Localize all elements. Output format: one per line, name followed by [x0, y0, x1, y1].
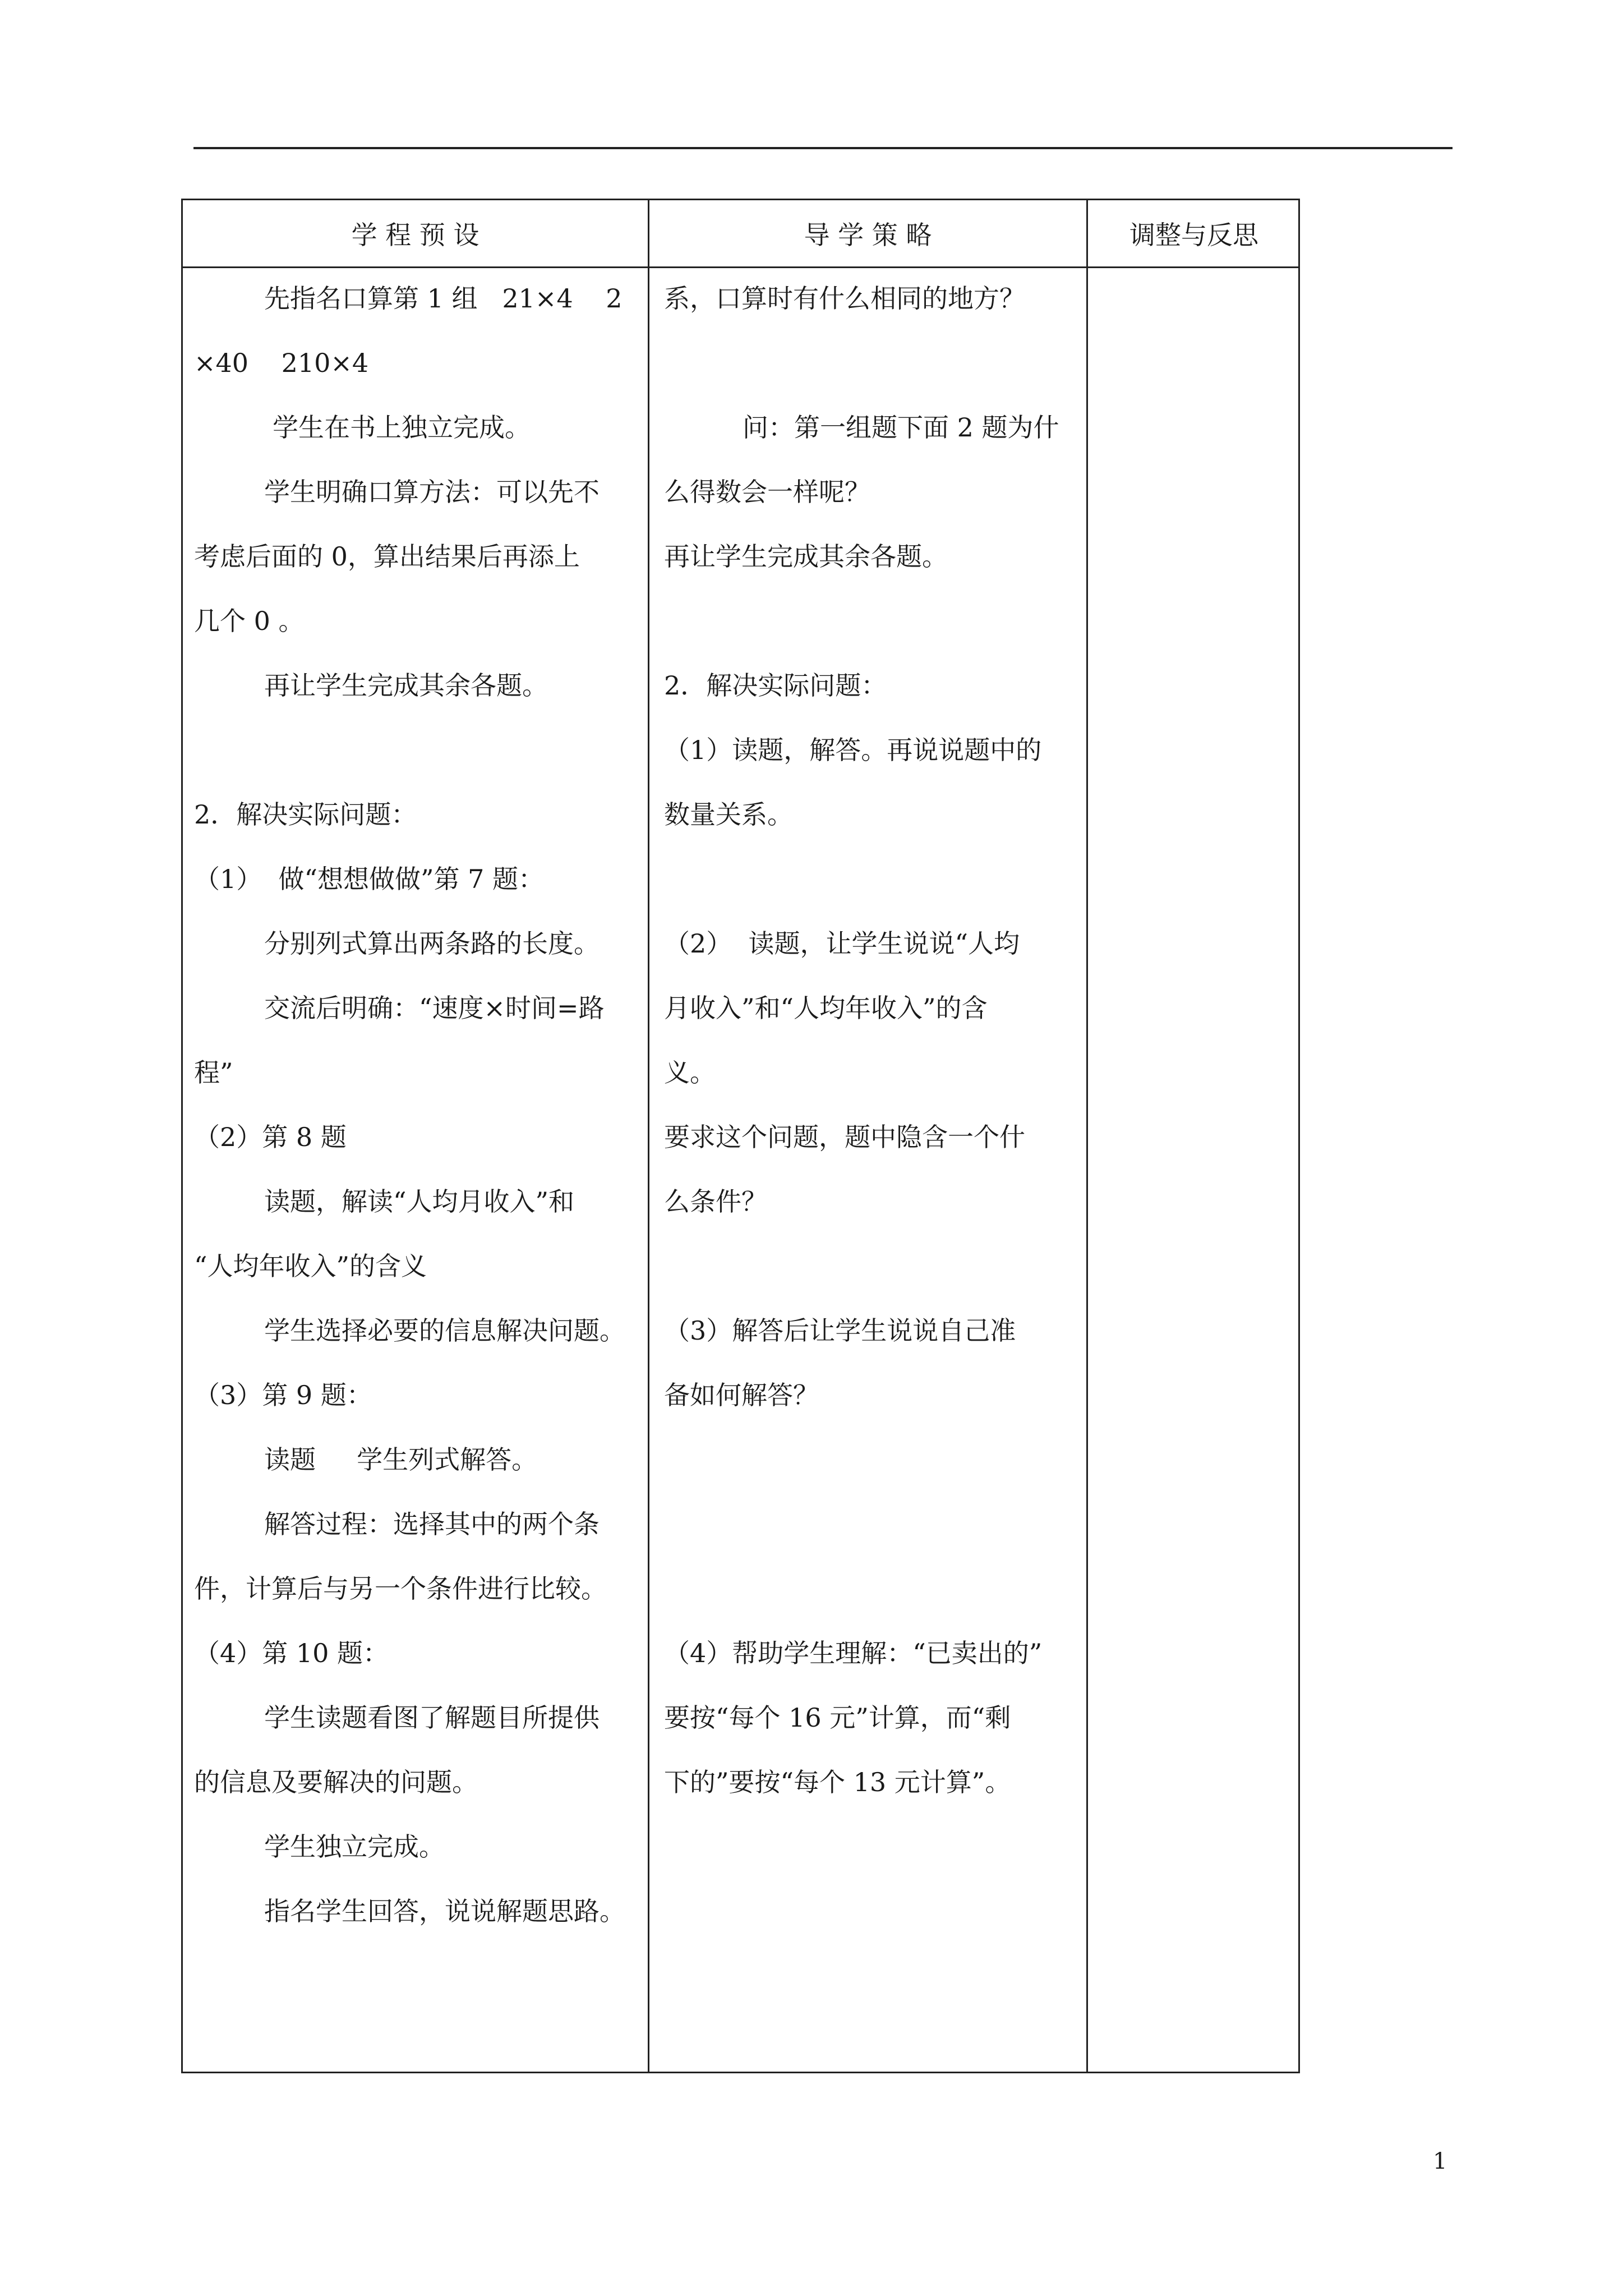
text-line: 先指名口算第 1 组 21×4 2 — [264, 283, 623, 314]
text-line: （3）第 9 题： — [194, 1380, 372, 1410]
text-line: 么得数会一样呢？ — [664, 477, 870, 507]
column-divider-2 — [1086, 200, 1088, 2072]
study-plan-column — [194, 266, 648, 1944]
text-line — [194, 718, 648, 783]
text-line — [664, 1428, 1085, 1492]
text-line: 要按“每个 16 元”计算，而“剩 — [664, 1703, 1011, 1733]
text-line: 义。 — [664, 1057, 716, 1088]
text-line: 问：第一组题下面 2 题为什 — [743, 412, 1059, 443]
text-line — [664, 1557, 1085, 1621]
text-line: 指名学生回答，说说解题思路。 — [264, 1896, 625, 1926]
text-line: （1） 做“想想做做”第 7 题： — [194, 864, 545, 894]
text-line: 学生在书上独立完成。 — [273, 412, 531, 443]
text-line: ×40 210×4 — [194, 348, 369, 378]
text-line: 读题，解读“人均月收入”和 — [264, 1186, 575, 1217]
text-line: 程” — [194, 1057, 233, 1088]
page-number: 1 — [1433, 2148, 1447, 2174]
text-line: 解答过程：选择其中的两个条 — [264, 1509, 600, 1539]
text-line: 数量关系。 — [664, 799, 793, 830]
header-col-study-plan: 学 程 预 设 — [351, 220, 479, 250]
lesson-plan-table — [181, 199, 1300, 2073]
text-line: 系，口算时有什么相同的地方？ — [664, 283, 1025, 314]
text-line: 分别列式算出两条路的长度。 — [264, 928, 600, 959]
text-line: 交流后明确：“速度×时间=路 — [264, 993, 605, 1023]
column-divider-1 — [648, 200, 649, 2072]
text-line: 再让学生完成其余各题。 — [264, 670, 548, 701]
text-line: 下的”要按“每个 13 元计算”。 — [664, 1767, 1011, 1797]
text-line: 学生选择必要的信息解决问题。 — [264, 1315, 625, 1346]
text-line — [664, 589, 1085, 654]
text-line: 学生读题看图了解题目所提供 — [264, 1703, 600, 1733]
text-line: 考虑后面的 0，算出结果后再添上 — [194, 541, 580, 572]
text-line: 的信息及要解决的问题。 — [194, 1767, 478, 1797]
header-col-adjust-reflect: 调整与反思 — [1129, 220, 1258, 250]
text-line: 读题 学生列式解答。 — [264, 1444, 538, 1475]
text-line: 件，计算后与另一个条件进行比较。 — [194, 1573, 607, 1604]
header-col-guidance-strategy: 导 学 策 略 — [804, 220, 932, 250]
text-line: （3）解答后让学生说说自己准 — [664, 1315, 1016, 1346]
text-line: （1）读题，解答。再说说题中的 — [664, 735, 1042, 765]
text-line: 月收入”和“人均年收入”的含 — [664, 993, 988, 1023]
text-line: 么条件？ — [664, 1186, 767, 1217]
text-line: （2）第 8 题 — [194, 1122, 347, 1152]
guidance-strategy-column — [664, 266, 1085, 1815]
text-line: （4）第 10 题： — [194, 1638, 389, 1668]
text-line: 再让学生完成其余各题。 — [664, 541, 948, 572]
text-line — [664, 1234, 1085, 1299]
text-line: （2） 读题，让学生说说“人均 — [664, 928, 1020, 959]
text-line: 学生独立完成。 — [264, 1832, 445, 1862]
text-line: 备如何解答？ — [664, 1380, 819, 1410]
header-rule — [193, 147, 1453, 149]
text-line: 学生明确口算方法：可以先不 — [264, 477, 600, 507]
text-line: （4）帮助学生理解：“已卖出的” — [664, 1638, 1043, 1668]
text-line — [664, 1492, 1085, 1557]
text-line: 要求这个问题，题中隐含一个什 — [664, 1122, 1025, 1152]
text-line — [664, 847, 1085, 912]
text-line: 几个 0 。 — [194, 606, 305, 636]
text-line — [664, 331, 1085, 395]
text-line: 2．解决实际问题： — [194, 799, 417, 830]
text-line: 2．解决实际问题： — [664, 670, 887, 701]
text-line: “人均年收入”的含义 — [194, 1251, 427, 1281]
